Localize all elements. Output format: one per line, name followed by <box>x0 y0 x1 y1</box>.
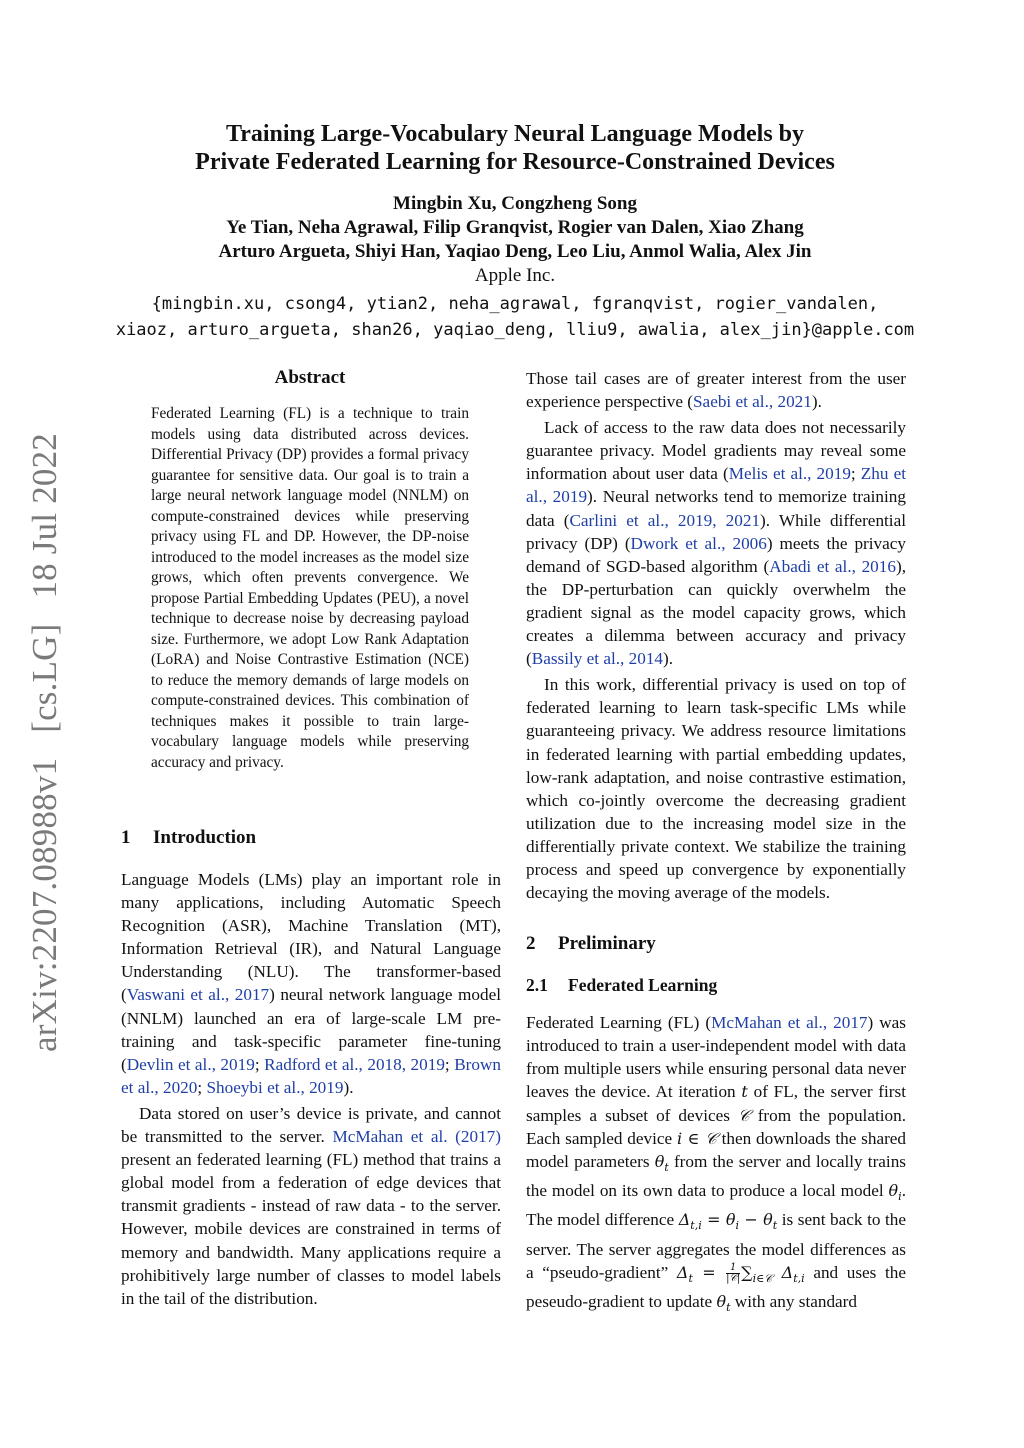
intro-paragraph-3 <box>526 416 906 670</box>
section-number: 2 <box>526 933 536 955</box>
citation-link[interactable]: Radford et al., 2018, 2019 <box>264 1054 445 1074</box>
citation-link[interactable]: Shoeybi et al., 2019 <box>206 1077 344 1097</box>
emails-line-2: xiaoz, arturo_argueta, shan26, yaqiao_deng, lliu9, awalia, alex_jin}@apple.com <box>115 320 915 340</box>
citation-link[interactable]: Zhu et al., 2019 <box>526 464 906 507</box>
math-pseudo-gradient: $\Delta_t$ = $\frac{1}{\text{|𝒞|}}$ $\sum_{i\in 𝒞}$ $\Delta_{t,i}$ <box>676 1261 805 1285</box>
text-run: ; <box>444 1054 455 1074</box>
citation-link[interactable]: Devlin et al., 2019 <box>126 1054 255 1074</box>
text-run: with any standard <box>730 1291 857 1311</box>
intro-paragraph-continued <box>526 367 906 413</box>
email-list <box>100 291 930 343</box>
paper-title <box>100 120 930 176</box>
citation-link[interactable]: Melis et al., 2019 <box>728 464 851 484</box>
text-run: ; <box>254 1054 265 1074</box>
text-run: Federated Learning (FL) ( <box>526 1013 712 1033</box>
text-run: then downloads the shared model parameters <box>526 1128 907 1171</box>
math-device-i: i ∈ 𝒞 <box>676 1128 717 1148</box>
affiliation: Apple Inc. <box>474 265 556 286</box>
text-run: ) was introduced to train a user-independent model with data from multiple users while ensuring personal data never leaves the device. At iteration <box>526 1013 906 1102</box>
abstract-text: Federated Learning (FL) is a technique to train models using data distributed across devices. Differential Privacy (DP) provides a formal privacy guarantee for sensitive data. Our goal is to train a large neural network language model (NNLM) on compute-constrained devices while preserving privacy using FL and DP. However, the DP-noise introduced to the model increases as the model size grows, which often prevents convergence. We propose Partial Embedding Updates (PEU), a novel technique to decrease noise by decreasing payload size. Furthermore, we adopt Low Rank Adaptation (LoRA) and Noise Contrastive Estimation (NCE) to reduce the memory demands of large models on compute-constrained devices. This combination of techniques makes it possible to train large-vocabulary language models while preserving accuracy and privacy. <box>151 405 469 771</box>
math-theta-t: $\theta_t$ <box>654 1151 669 1174</box>
abstract-heading: Abstract <box>274 367 346 388</box>
text-run: ). <box>663 649 674 669</box>
math-theta-t: $\theta_t$ <box>716 1291 731 1315</box>
section-heading-introduction <box>121 826 501 850</box>
title-line-2: Private Federated Learning for Resource-Constrained Devices <box>195 149 835 175</box>
section-title: Introduction <box>153 827 257 848</box>
paper-header <box>100 120 930 343</box>
math-t: t <box>741 1082 748 1102</box>
text-run: ). While differential privacy (DP) ( <box>526 510 906 553</box>
citation-link[interactable]: McMahan et al., 2017 <box>711 1013 868 1033</box>
authors-line-2: Ye Tian, Neha Agrawal, Filip Granqvist, Rogier van Dalen, Xiao Zhang <box>226 217 804 238</box>
math-model-difference: $\Delta_{t,i} = \theta_i - \theta_t$ <box>678 1210 778 1233</box>
text-run: ; <box>197 1077 207 1097</box>
citation-link[interactable]: Carlini et al., 2019, 2021 <box>569 510 761 530</box>
author-list <box>100 192 930 264</box>
subsection-heading-federated-learning <box>526 973 906 997</box>
text-run: from the server and locally trains the model on its own data to produce a local model <box>526 1151 906 1200</box>
section-title: Preliminary <box>558 933 656 955</box>
arxiv-category: [cs.LG] <box>25 623 64 733</box>
text-run: ; <box>850 464 861 484</box>
section-heading-preliminary <box>526 932 906 956</box>
arxiv-stamp <box>25 433 65 1052</box>
intro-paragraph-2 <box>121 1102 501 1310</box>
intro-paragraph-4: In this work, differential privacy is used on top of federated learning to learn task-specific LMs while guaranteeing privacy. We address resource limitations in federated learning with partial embedding updates, low-rank adaptation, and noise contrastive estimation, which co-jointly overcome the decreasing gradient utilization due to the increasing model size in the differentially private context. We stabilize the training process and speed up convergence by exponentially decaying the moving average of the models. <box>526 675 906 903</box>
arxiv-id[interactable]: arXiv:2207.08988v1 <box>25 757 64 1052</box>
fl-paragraph <box>526 1011 906 1319</box>
text-run: and uses the peseudo-gradient to update <box>526 1262 906 1311</box>
math-theta-i: $\theta_i$ <box>888 1181 902 1204</box>
authors-line-1: Mingbin Xu, Congzheng Song <box>393 193 637 214</box>
text-run: ). Neural networks tend to memorize training data ( <box>526 487 906 530</box>
text-run: present an federated learning (FL) method that trains a global model from a federation of edge devices that transmit gradients - instead of raw data - to the server. However, mobile devices are constrained in terms of memory and bandwidth. Many applications require a prohibitively large number of classes to model labels in the tail of the distribution. <box>121 1150 501 1308</box>
text-run: is sent back to the server. The server aggregates the model differences as a “pseudo-gradient” <box>526 1210 906 1282</box>
text-run: ) meets the privacy demand of SGD-based algorithm ( <box>526 533 906 576</box>
title-line-1: Training Large-Vocabulary Neural Language Models by <box>225 121 805 147</box>
text-run: ), the DP-perturbation can quickly overwhelm the gradient signal as the model capacity grows, which creates a dilemma between accuracy and privacy ( <box>526 556 906 669</box>
subsection-number: 2.1 <box>526 975 548 996</box>
citation-link[interactable]: McMahan et al. (2017) <box>332 1127 501 1147</box>
arxiv-date: 18 Jul 2022 <box>25 433 64 599</box>
text-run: . The model difference <box>526 1181 906 1230</box>
text-run: from the population. Each sampled device <box>526 1105 906 1148</box>
citation-link[interactable]: Saebi et al., 2021 <box>693 392 812 412</box>
math-devices-set: 𝒞 <box>738 1105 750 1125</box>
text-run: Those tail cases are of greater interest from the user experience perspective ( <box>526 369 906 412</box>
citation-link[interactable]: Dwork et al., 2006 <box>630 533 767 553</box>
subsection-title: Federated Learning <box>568 975 718 996</box>
authors-line-3: Arturo Argueta, Shiyi Han, Yaqiao Deng, Leo Liu, Anmol Walia, Alex Jin <box>218 241 812 262</box>
text-run: Data stored on user’s device is private, and cannot be transmitted to the server. <box>121 1103 501 1147</box>
abstract-section <box>151 366 469 773</box>
text-run: ). <box>343 1077 354 1097</box>
intro-paragraph-1 <box>121 868 501 1099</box>
left-column <box>121 826 501 1310</box>
text-run: of FL, the server first samples a subset of devices <box>526 1082 906 1125</box>
citation-link[interactable]: Bassily et al., 2014 <box>531 649 664 669</box>
right-column <box>526 367 906 1319</box>
section-number: 1 <box>121 827 131 848</box>
citation-link[interactable]: Brown et al., 2020 <box>121 1054 502 1097</box>
citation-link[interactable]: Vaswani et al., 2017 <box>126 985 270 1005</box>
text-run: ) neural network language model (NNLM) launched an era of large-scale LM pre-training and task-specific parameter fine-tuning ( <box>121 985 501 1074</box>
text-run: Language Models (LMs) play an important role in many applications, including Automatic Speech Recognition (ASR), Machine Translation (MT), Information Retrieval (IR), and Natural Language Understanding (NLU). The transformer-based ( <box>121 870 501 1005</box>
citation-link[interactable]: Abadi et al., 2016 <box>769 556 896 576</box>
text-run: ). <box>811 392 822 412</box>
text-run: Lack of access to the raw data does not necessarily guarantee privacy. Model gradients may reveal some information about user data ( <box>526 418 906 484</box>
emails-line-1: {mingbin.xu, csong4, ytian2, neha_agrawal, fgranqvist, rogier_vandalen, <box>151 294 879 314</box>
